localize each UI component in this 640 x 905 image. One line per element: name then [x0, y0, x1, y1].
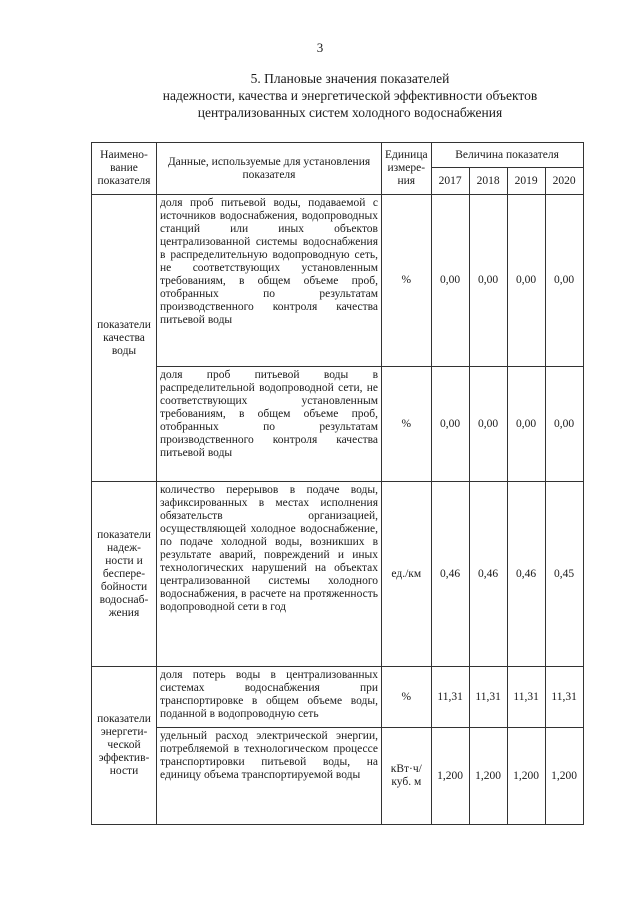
row-value-2017: 11,31: [431, 667, 469, 728]
row-value-2017: 1,200: [431, 728, 469, 825]
row-value-2020: 1,200: [545, 728, 583, 825]
row-unit: %: [382, 195, 432, 367]
group-name-energy-efficiency: показатели энергети-ческой эффектив-ности: [92, 667, 157, 825]
table-row: [92, 195, 584, 367]
row-value-2018: 1,200: [469, 728, 507, 825]
row-unit: %: [382, 667, 432, 728]
table-row: [92, 482, 584, 667]
header-data-used: Данные, используемые для установления показателя: [157, 143, 382, 195]
header-unit: Единица измере-ния: [382, 143, 432, 195]
row-value-2020: 0,00: [545, 367, 583, 482]
header-year-2017: 2017: [431, 168, 469, 195]
row-value-2019: 0,00: [507, 195, 545, 367]
row-value-2019: 1,200: [507, 728, 545, 825]
table-row: [92, 667, 584, 728]
row-value-2019: 0,00: [507, 367, 545, 482]
row-value-2019: 11,31: [507, 667, 545, 728]
row-description: доля проб питьевой воды в распределительной водопроводной сети, не соответствующих установленным требованиям, в общем объеме проб, отобранных по результатам производственного контроля качества питьевой воды: [157, 367, 382, 482]
row-value-2018: 0,00: [469, 195, 507, 367]
header-year-2018: 2018: [469, 168, 507, 195]
header-indicator-name: Наимено-вание показателя: [92, 143, 157, 195]
group-name-reliability: показатели надеж-ности и беспере-бойности водоснаб-жения: [92, 482, 157, 667]
row-value-2018: 11,31: [469, 667, 507, 728]
document-title: [60, 70, 640, 121]
group-name-water-quality: показатели качества воды: [92, 195, 157, 482]
header-year-2019: 2019: [507, 168, 545, 195]
row-value-2018: 0,46: [469, 482, 507, 667]
header-row: [92, 143, 584, 168]
row-unit: %: [382, 367, 432, 482]
row-unit: ед./км: [382, 482, 432, 667]
row-description: удельный расход электрической энергии, потребляемой в технологическом процессе транспортировки питьевой воды, на единицу объема транспортируемой воды: [157, 728, 382, 825]
row-value-2017: 0,00: [431, 367, 469, 482]
row-value-2020: 11,31: [545, 667, 583, 728]
row-value-2020: 0,00: [545, 195, 583, 367]
row-value-2018: 0,00: [469, 367, 507, 482]
row-unit: кВт·ч/ куб. м: [382, 728, 432, 825]
title-line-3: централизованных систем холодного водоснабжения: [197, 105, 503, 120]
header-year-2020: 2020: [545, 168, 583, 195]
row-description: доля проб питьевой воды, подаваемой с источников водоснабжения, водопроводных станций или иных объектов централизованной системы водоснабжения в распределительную водопроводную сеть, не соответствующих установленным требованиям, в общем объеме проб, отобранных по результатам производственного контроля качества питьевой воды: [157, 195, 382, 367]
row-value-2020: 0,45: [545, 482, 583, 667]
title-line-1: 5. Плановые значения показателей: [250, 71, 450, 86]
indicators-table: [91, 142, 584, 825]
header-indicator-value: Величина показателя: [431, 143, 583, 168]
page-number: 3: [316, 40, 324, 55]
row-value-2017: 0,46: [431, 482, 469, 667]
row-description: доля потерь воды в централизованных системах водоснабжения при транспортировке в общем объеме воды, поданной в водопроводную сеть: [157, 667, 382, 728]
table-row: [92, 728, 584, 825]
table-row: [92, 367, 584, 482]
title-line-2: надежности, качества и энергетической эффективности объектов: [162, 88, 538, 103]
row-description: количество перерывов в подаче воды, зафиксированных в местах исполнения обязательств организацией, осуществляющей холодное водоснабжение, по подаче холодной воды, возникших в результате аварий, повреждений и иных технологических нарушений на объектах централизованной системы холодного водоснабжения, в расчете на протяженность водопроводной сети в год: [157, 482, 382, 667]
row-value-2019: 0,46: [507, 482, 545, 667]
row-value-2017: 0,00: [431, 195, 469, 367]
